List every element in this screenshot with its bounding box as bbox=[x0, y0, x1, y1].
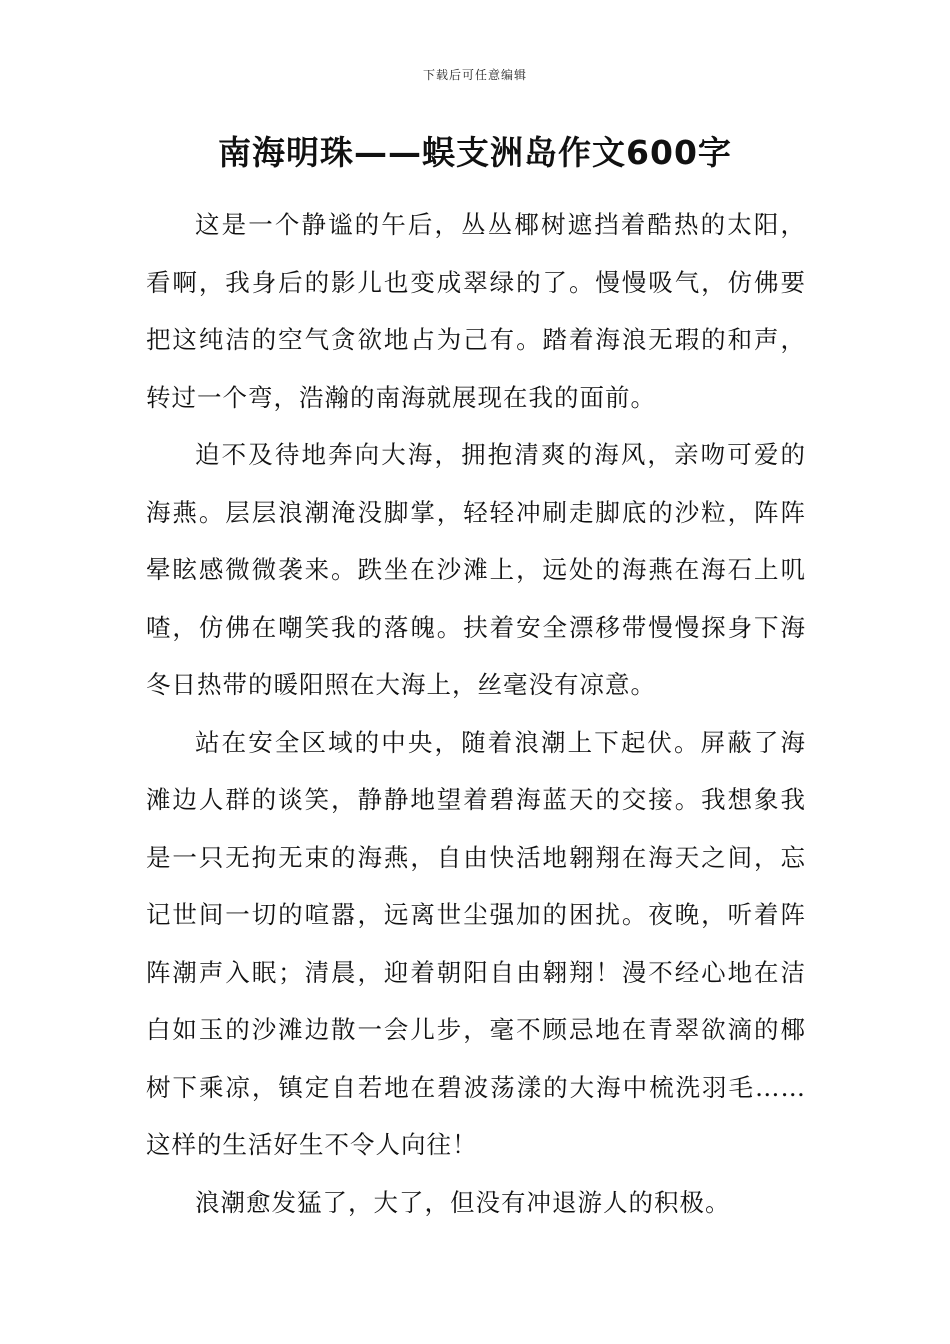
paragraph-2: 迫不及待地奔向大海，拥抱清爽的海风，亲吻可爱的海燕。层层浪潮淹没脚掌，轻轻冲刷走脚底的沙粒，阵阵晕眩感微微袭来。跌坐在沙滩上，远处的海燕在海石上叽喳，仿佛在嘲笑我的落魄。扶着安全漂移带慢慢探身下海冬日热带的暖阳照在大海上，丝毫没有凉意。 bbox=[146, 440, 806, 699]
paragraph-3: 站在安全区域的中央，随着浪潮上下起伏。屏蔽了海滩边人群的谈笑，静静地望着碧海蓝天的交接。我想象我是一只无拘无束的海燕，自由快活地翱翔在海天之间，忘记世间一切的喧嚣，远离世尘强加的困扰。夜晚，听着阵阵潮声入眠；清晨，迎着朝阳自由翱翔！漫不经心地在洁白如玉的沙滩边散一会儿步，毫不顾忌地在青翠欲滴的椰树下乘凉，镇定自若地在碧波荡漾的大海中梳洗羽毛……这样的生活好生不令人向往！ bbox=[146, 727, 806, 1159]
document-body bbox=[146, 196, 806, 1231]
paragraph-1: 这是一个静谧的午后，丛丛椰树遮挡着酷热的太阳，看啊，我身后的影儿也变成翠绿的了。慢慢吸气，仿佛要把这纯洁的空气贪欲地占为己有。踏着海浪无瑕的和声，转过一个弯，浩瀚的南海就展现在我的面前。 bbox=[146, 210, 806, 412]
document-title: 南海明珠——蜈支洲岛作文600字 bbox=[218, 133, 732, 172]
header-note: 下载后可任意编辑 bbox=[422, 68, 527, 82]
paragraph-4: 浪潮愈发猛了，大了，但没有冲退游人的积极。 bbox=[195, 1187, 731, 1217]
